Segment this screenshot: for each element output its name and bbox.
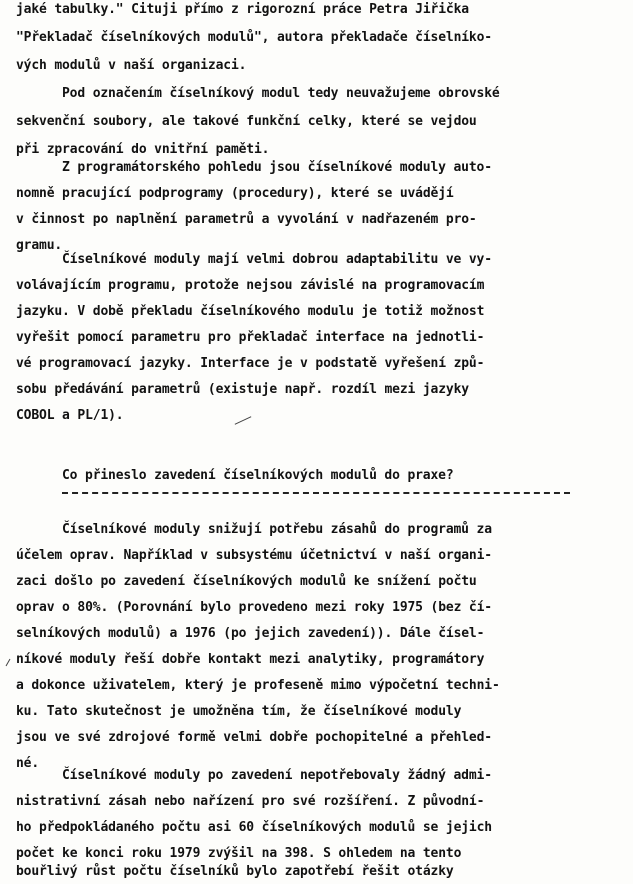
text-line: při zpracování do vnitřní paměti. [16, 142, 270, 157]
text-line: počet ke konci roku 1979 zvýšil na 398. S ohledem na tento [16, 846, 462, 861]
text-line: a dokonce uživatelem, který je profeseně mimo výpočetní techni- [16, 678, 500, 693]
text-line: nomně pracující podprogramy (procedury), které se uvádějí [16, 186, 454, 201]
text-line: níkové moduly řeší dobře kontakt mezi analytiky, programátory [16, 652, 485, 667]
text-line: v činnost po naplnění parametrů a vyvolání v nadřazeném pro- [16, 212, 477, 227]
text-line: ho předpokládaného počtu asi 60 číselníkových modulů se jejich [16, 820, 492, 835]
text-line: Z programátorského pohledu jsou číselníkové moduly auto- [62, 160, 492, 175]
text-line: ku. Tato skutečnost je umožněna tím, že číselníkové moduly [16, 704, 462, 719]
text-line: vých modulů v naší organizaci. [16, 58, 247, 73]
text-line: né. [16, 756, 40, 771]
text-line: COBOL a PL/1). [16, 408, 124, 423]
text-line: volávajícím programu, protože nejsou závislé na programovacím [16, 278, 485, 293]
text-line: sobu předávání parametrů (existuje např. rozdíl mezi jazyky [16, 382, 469, 397]
text-line: "Překladač číselníkových modulů", autora překladače číselníko- [16, 30, 492, 45]
scan-mark [6, 659, 11, 666]
text-line: Číselníkové moduly snižují potřebu zásahů do programů za [62, 522, 492, 537]
text-line: gramu. [16, 238, 63, 253]
text-line: jaké tabulky." Cituji přímo z rigorozní práce Petra Jiřička [16, 2, 469, 17]
text-line: bouřlivý růst počtu číselníků bylo zapotřebí řešit otázky [16, 864, 454, 879]
section-heading: Co přineslo zavedení číselníkových modulů do praxe? [62, 468, 454, 483]
heading-underline [62, 492, 570, 494]
text-line: nistrativní zásah nebo nařízení pro své rozšíření. Z původní- [16, 794, 485, 809]
text-line: účelem oprav. Například v subsystému účetnictví v naší organi- [16, 548, 492, 563]
text-line: vé programovací jazyky. Interface je v podstatě vyřešení způ- [16, 356, 485, 371]
text-line: jsou ve své zdrojové formě velmi dobře pochopitelné a přehled- [16, 730, 492, 745]
text-line: jazyku. V době překladu číselníkového modulu je totiž možnost [16, 304, 485, 319]
text-line: oprav o 80%. (Porovnání bylo provedeno mezi roky 1975 (bez čí- [16, 600, 492, 615]
text-line: Pod označením číselníkový modul tedy neuvažujeme obrovské [62, 86, 500, 101]
text-line: Číselníkové moduly mají velmi dobrou adaptabilitu ve vy- [62, 252, 492, 267]
text-line: sekvenční soubory, ale takové funkční celky, které se vejdou [16, 114, 477, 129]
text-line: selníkových modulů) a 1976 (po jejich zavedení)). Dále čísel- [16, 626, 485, 641]
text-line: zaci došlo po zavedení číselníkových modulů ke snížení počtu [16, 574, 477, 589]
text-line: vyřešit pomocí parametru pro překladač interface na jednotli- [16, 330, 485, 345]
text-line: Číselníkové moduly po zavedení nepotřebovaly žádný admi- [62, 768, 492, 783]
